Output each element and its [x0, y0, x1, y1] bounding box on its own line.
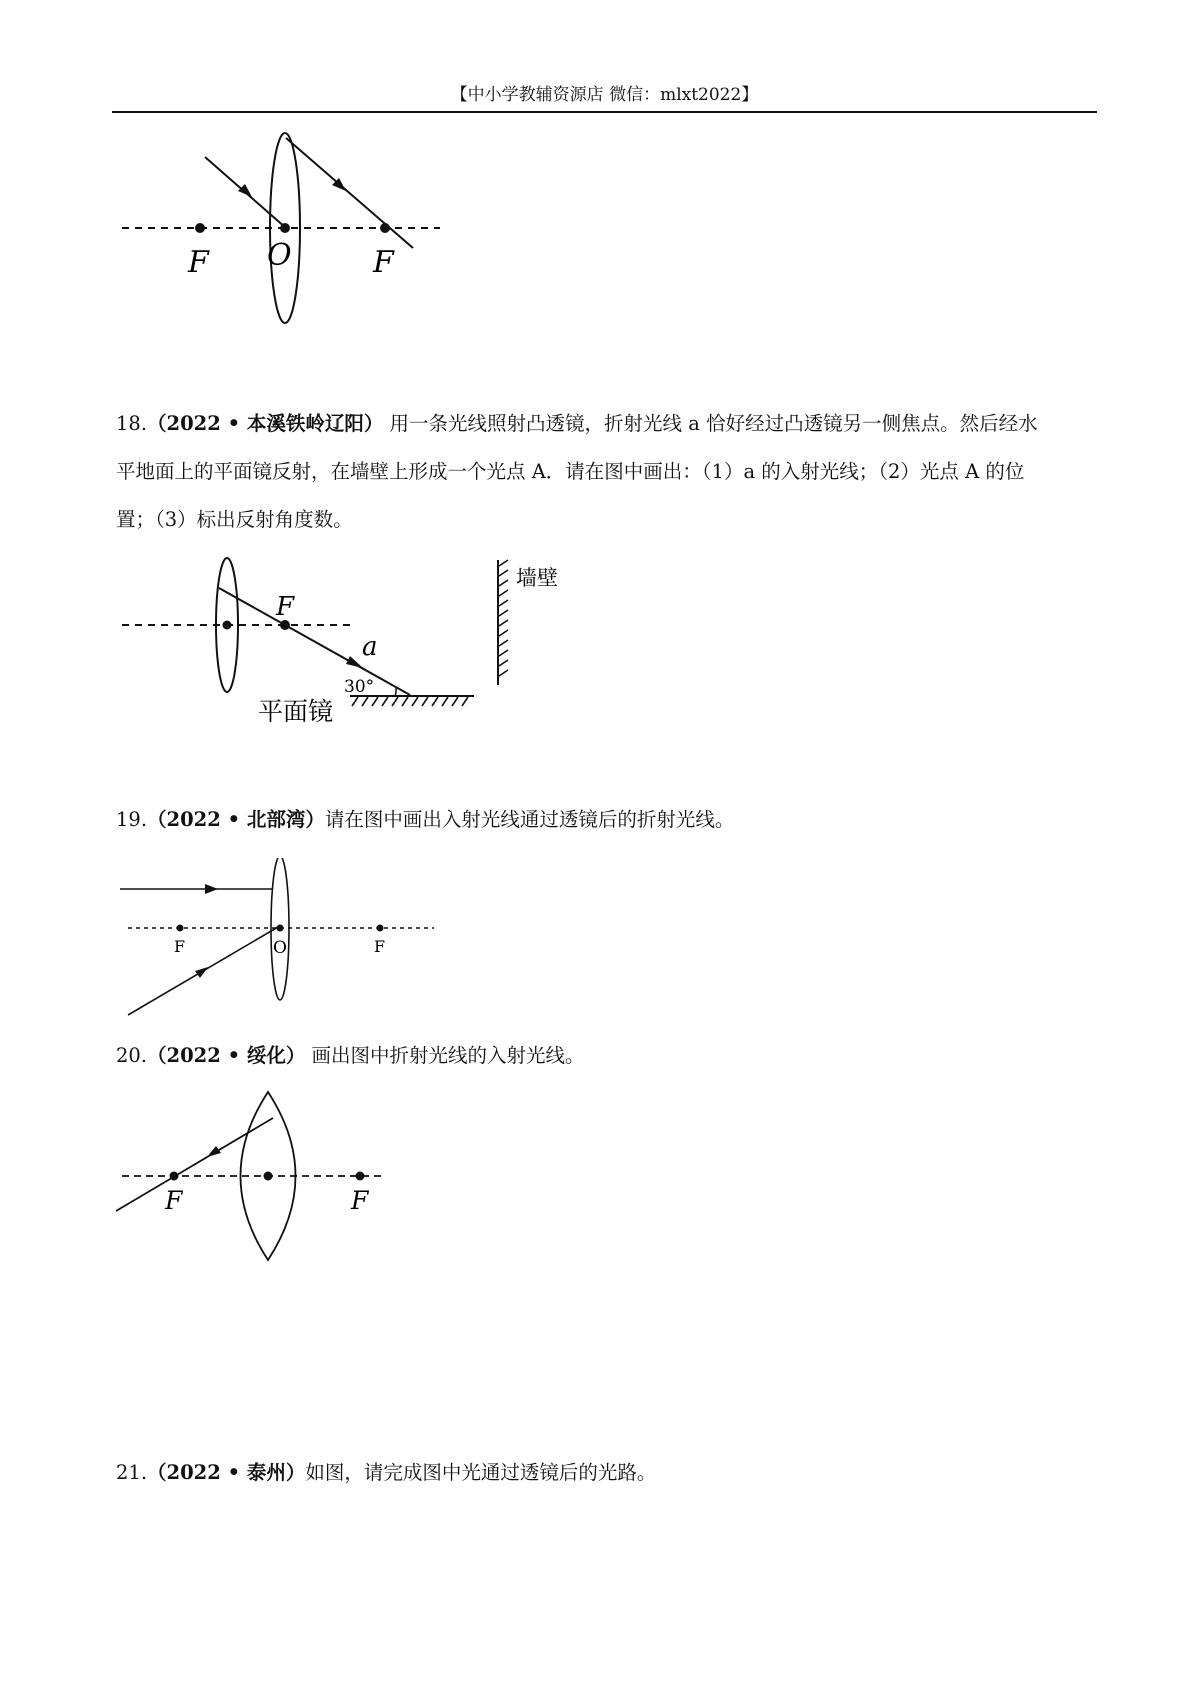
question-20-number: 20. — [116, 1044, 148, 1067]
figure-4-convex-lens — [110, 1090, 390, 1270]
lens-center — [223, 621, 232, 630]
focus-point-left — [177, 925, 184, 932]
figure-2-lens-mirror-wall — [110, 548, 590, 728]
incident-ray-arrow — [238, 184, 252, 197]
plane-mirror-hatching — [352, 697, 468, 706]
label-mirror: 平面镜 — [258, 697, 334, 726]
ray-a-arrow — [346, 656, 363, 668]
figure-1-convex-lens — [110, 125, 450, 325]
question-19-text: 请在图中画出入射光线通过透镜后的折射光线。 — [324, 808, 735, 831]
question-18-number: 18. — [116, 412, 148, 435]
question-18-line-3: 置；（3）标出反射角度数。 — [116, 508, 353, 531]
question-21-text: 如图，请完成图中光通过透镜后的光路。 — [305, 1461, 657, 1484]
refracted-ray-arrow — [207, 1146, 221, 1157]
label-f-left: F — [174, 937, 186, 956]
question-21-source: （2022 • 泰州） — [147, 1461, 306, 1484]
question-18-source: （2022 • 本溪铁岭辽阳） — [147, 412, 384, 435]
focus-point-left — [195, 223, 205, 233]
label-f-left: F — [188, 245, 209, 280]
question-20-text: 画出图中折射光线的入射光线。 — [311, 1044, 585, 1067]
optical-center — [264, 1172, 273, 1181]
header-rule — [112, 111, 1097, 113]
refracted-ray — [286, 138, 413, 248]
label-wall: 墙壁 — [516, 566, 558, 590]
focus-point-right — [377, 925, 384, 932]
question-18-text-1: 用一条光线照射凸透镜，折射光线 a 恰好经过凸透镜另一侧焦点。然后经水 — [389, 412, 1038, 435]
label-o: O — [267, 238, 292, 273]
parallel-ray-arrow — [205, 884, 218, 894]
label-o: O — [273, 938, 287, 958]
question-21 — [116, 1449, 1096, 1497]
label-f-right: F — [373, 245, 394, 280]
question-19 — [116, 796, 1096, 844]
oblique-ray-arrow — [195, 967, 208, 978]
question-19-number: 19. — [116, 808, 148, 831]
question-18-line-1 — [116, 400, 1096, 448]
angle-arc — [395, 688, 396, 696]
focus-point-left — [170, 1172, 179, 1181]
label-f-left: F — [165, 1186, 183, 1215]
label-f: F — [276, 592, 295, 622]
question-18 — [116, 400, 1096, 544]
refracted-ray-a — [219, 588, 410, 695]
label-a: a — [362, 632, 378, 662]
page-header: 【中小学教辅资源店 微信：mlxt2022】 — [450, 85, 759, 105]
focus-point-right — [380, 223, 390, 233]
question-19-source: （2022 • 北部湾） — [147, 808, 325, 831]
focus-point-right — [356, 1172, 365, 1181]
question-20 — [116, 1032, 1096, 1080]
label-f-right: F — [351, 1186, 369, 1215]
figure-3-convex-lens — [110, 858, 450, 1028]
optical-center — [277, 925, 284, 932]
question-20-source: （2022 • 绥化） — [147, 1044, 306, 1067]
question-21-number: 21. — [116, 1461, 148, 1484]
question-18-line-2: 平地面上的平面镜反射，在墙壁上形成一个光点 A．请在图中画出：（1）a 的入射光线；（2）光点 A 的位 — [116, 460, 1025, 483]
label-angle: 30° — [344, 677, 375, 697]
wall-hatching — [499, 560, 508, 676]
refracted-ray — [116, 1118, 273, 1211]
optical-center — [280, 223, 290, 233]
label-f-right: F — [374, 937, 386, 956]
